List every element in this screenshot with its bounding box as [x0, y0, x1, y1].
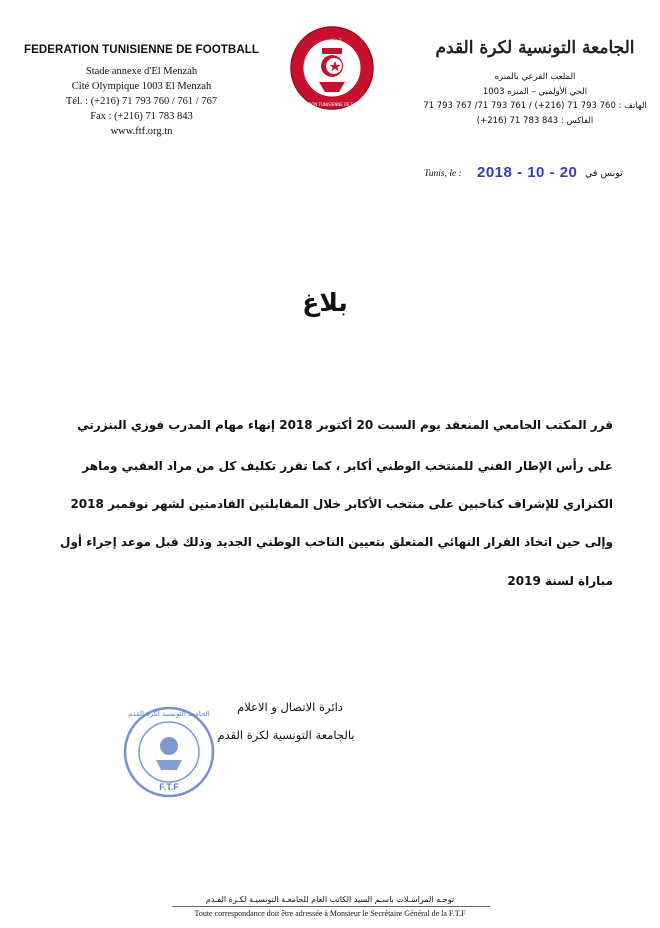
french-address-block: [0, 64, 283, 139]
date-label-arabic: تونس في: [585, 168, 623, 179]
arabic-address-line: الحي الأولمبي – المنزه 1003: [482, 86, 588, 97]
logo-ring-text: FEDERATION TUNISIENNE DE FOOTBALL: [292, 102, 372, 107]
signature-line-1: دائرة الاتصال و الاعلام: [237, 700, 343, 714]
french-fax-line: Fax : (+216) 71 783 843: [90, 111, 193, 122]
arabic-phone-line: الهاتف : 760 793 71 (216+) / 761 793 71/ 767 793 71: [423, 101, 647, 111]
ftf-logo: [289, 22, 375, 119]
arabic-address-line: الملعب الفرعي بالمنزه: [494, 72, 576, 82]
document-title: بلاغ: [302, 288, 348, 317]
arabic-fax-line: الفاكس : 843 783 71 (216+): [476, 115, 594, 126]
date-value: 2018 - 10 - 20: [477, 164, 578, 181]
french-org-name: FEDERATION TUNISIENNE DE FOOTBALL: [23, 44, 259, 56]
footer-french: Toute correspondance doit être adressée à Monsieur le Secrétaire Général de la F.T.F: [194, 909, 466, 918]
body-line: قرر المكتب الجامعي المنعقد يوم السبت 20 أكتوبر 2018 إنهاء مهام المدرب فوزي البنزرتي: [77, 418, 613, 432]
logo-top-text: تونس: [322, 35, 342, 44]
body-line: وإلى حين اتخاذ القرار النهائي المتعلق بتعيين الناخب الوطني الجديد وذلك قبل موعد إجراء أول: [60, 535, 613, 549]
official-stamp: [122, 700, 216, 809]
footer-divider: [172, 906, 490, 907]
body-line: على رأس الإطار الفني للمنتخب الوطني أكابر ، كما تقرر تكليف كل من مراد العقبي وماهر: [82, 459, 613, 473]
french-address-line: Cité Olympique 1003 El Menzah: [71, 81, 212, 92]
stamp-bottom-text: F.T.F: [159, 782, 179, 792]
french-address-line: Stade annexe d'El Menzah: [85, 66, 198, 77]
body-line: مباراة لسنة 2019: [507, 574, 613, 588]
french-phone-line: Tél. : (+216) 71 793 760 / 761 / 767: [65, 96, 218, 107]
footer-arabic: توجـه المراسـلات باسـم السيد الكاتب العام للجامعـة التونسيـة لكـرة القـدم: [205, 895, 455, 904]
date-label-french: Tunis, le :: [424, 169, 462, 179]
website-line: www.ftf.org.tn: [110, 126, 173, 137]
signature-line-2: بالجامعة التونسية لكرة القدم: [217, 728, 355, 742]
body-line: الكنزاري للإشراف كناخبين على منتخب الأكابر خلال المقابلتين القادمتين لشهر نوفمبر 2018: [70, 497, 613, 511]
stamp-ring-text: الجامعة التونسية لكرة القدم: [128, 710, 210, 718]
arabic-address-block: [420, 70, 650, 128]
arabic-org-name: الجامعة التونسية لكرة القدم: [435, 38, 635, 58]
